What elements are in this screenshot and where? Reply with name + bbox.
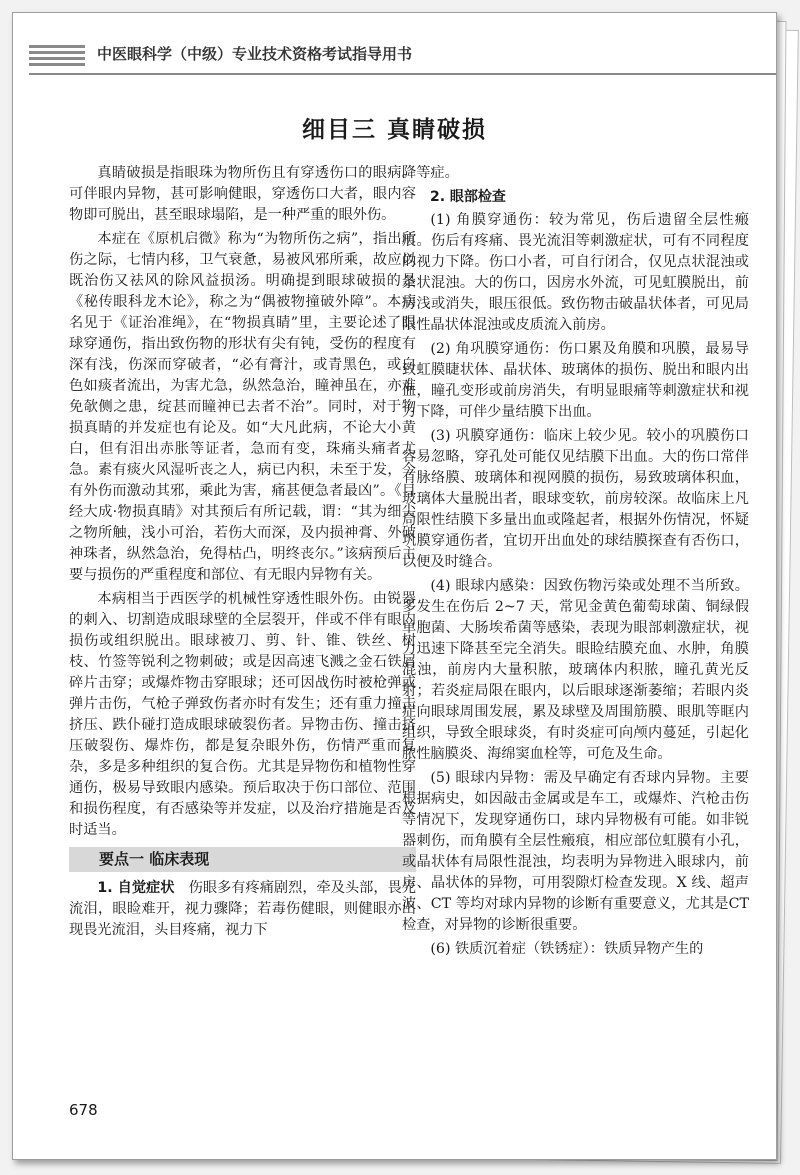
header-title: 中医眼科学（中级）专业技术资格考试指导用书 <box>97 45 413 63</box>
list-item: (1) 角膜穿通伤：较为常见，伤后遗留全层性瘢痕。伤后有疼痛、畏光流泪等刺激症状，可有不同程度的视力下降。伤口小者，可自行闭合，仅见点状混浊或条状混浊。大的伤口，因房水外流，可见虹膜脱出，前房浅或消失，眼压很低。致伤物击破晶状体者，可见局限性晶状体混浊或皮质流入前房。 <box>402 212 749 333</box>
right-column <box>402 163 749 963</box>
paragraph: 真睛破损是指眼珠为物所伤且有穿透伤口的眼病。可伴眼内异物，甚可影响健眼，穿透伤口大者，眼内容物即可脱出，甚至眼球塌陷，是一种严重的眼外伤。 <box>69 165 416 223</box>
list-item: (6) 铁质沉着症（铁锈症）：铁质异物产生的 <box>430 941 704 957</box>
section-title: 细目三 真睛破损 <box>301 117 487 143</box>
subheading-text: 伤眼多有疼痛剧烈，牵及头部，畏光流泪，眼睑难开，视力骤降；若毒伤健眼，则健眼亦出现畏光流泪，头目疼痛，视力下 <box>69 880 416 938</box>
list-item: (2) 角巩膜穿通伤：伤口累及角膜和巩膜，最易导致虹膜睫状体、晶状体、玻璃体的损伤、脱出和眼内出血，瞳孔变形或前房消失，有明显眼痛等刺激症状和视力下降，可伴少量结膜下出血。 <box>402 341 749 420</box>
keypoint-heading: 要点一 临床表现 <box>69 847 416 872</box>
subheading: 2. 眼部检查 <box>430 189 506 205</box>
list-item: (5) 眼球内异物：需及早确定有否球内异物。主要根据病史，如因敲击金属或是车工，或爆炸、汽枪击伤等情况下，发现穿通伤口，球内异物极有可能。如非锐器刺伤，而角膜有全层性瘢痕，相应部位虹膜有小孔，或晶状体有局限性混浊，均表明为异物进入眼球内，前房、晶状体的异物，可用裂隙灯检查发现。X 线、超声波、CT 等均对球内异物的诊断有重要意义，尤其是CT 检查，对异物的诊断很重要。 <box>402 770 749 933</box>
list-item: (4) 眼球内感染：因致伤物污染或处理不当所致。多发生在伤后 2~7 天，常见金黄色葡萄球菌、铜绿假单胞菌、大肠埃希菌等感染，表现为眼部刺激症状，视力迅速下降甚至完全消失。眼睑结膜充血、水肿，角膜混浊，前房内大量积脓，玻璃体内积脓，瞳孔黄光反射；若炎症局限在眼内，以后眼球逐渐萎缩；若眼内炎症向眼球周围发展，累及球壁及周围筋膜、眼肌等眶内组织，导致全眼球炎，有时炎症可向颅内蔓延，引起化脓性脑膜炎、海绵窦血栓等，可危及生命。 <box>402 578 749 762</box>
running-header <box>13 39 776 73</box>
header-bars-decoration <box>29 45 85 69</box>
paragraph: 降等症。 <box>402 165 459 181</box>
page-number: 678 <box>69 1101 98 1119</box>
subheading-label: 1. 自觉症状 <box>97 880 175 896</box>
paragraph: 本症在《原机启微》称为“为物所伤之病”，指出所伤之际，七情内移，卫气衰惫，易被风邪所乘，故应以既治伤又祛风的除风益损汤。明确提到眼球破损的是《秘传眼科龙木论》，称之为“偶被物撞破外障”。本病名见于《证治准绳》，在“物损真睛”里，主要论述了眼球穿通伤，指出致伤物的形状有尖有钝，受伤的程度有深有浅，伤深而穿破者，“必有膏汁，或青黑色，或白色如痰者流出，为害尤急，纵然急治，瞳神虽在，亦难免欹侧之患，绽甚而瞳神已去者不治”。同时，对于物损真睛的并发症也有论及。如“大凡此病，不论大小黄白，但有泪出赤胀等证者，急而有变，珠痛头痛者尤急。素有痰火风湿听丧之人，病已内积，未至于发，今有外伤而激动其邪，乘此为害，痛甚便急者最凶”。《目经大成·物损真睛》对其预后有所记载，谓：“其为细尖之物所触，浅小可治，若伤大而深，及内损神膏、外破神珠者，纵然急治，免得枯凸，明终丧尔。”该病预后主要与损伤的严重程度和部位、有无眼内异物有关。 <box>69 231 416 583</box>
book-page <box>12 12 777 1160</box>
header-rule <box>29 73 776 75</box>
paragraph <box>69 878 416 941</box>
list-item: (3) 巩膜穿通伤：临床上较少见。较小的巩膜伤口容易忽略，穿孔处可能仅见结膜下出血。大的伤口常伴有脉络膜、玻璃体和视网膜的损伤，易致玻璃体积血，玻璃体大量脱出者，眼球变软，前房较深。故临床上凡局限性结膜下多量出血或隆起者，根据外伤情况，怀疑巩膜穿通伤者，宜切开出血处的球结膜探查有否伤口，以便及时缝合。 <box>402 428 749 570</box>
left-column <box>69 163 416 944</box>
paragraph: 本病相当于西医学的机械性穿透性眼外伤。由锐器的刺入、切割造成眼球壁的全层裂开，伴或不伴有眼内损伤或组织脱出。眼球被刀、剪、针、锥、铁丝、树枝、竹签等锐利之物刺破；或是因高速飞溅之金石铁屑碎片击穿；或爆炸物击穿眼球；还可因战伤时被枪弹或弹片击伤，气枪子弹致伤者亦时有发生；还有重力撞击挤压、跌仆碰打造成眼球破裂伤者。异物击伤、撞击挤压破裂伤、爆炸伤，都是复杂眼外伤，伤情严重而复杂，多是多种组织的复合伤。尤其是异物伤和植物性穿通伤，极易导致眼内感染。预后取决于伤口部位、范围和损伤程度，有否感染等并发症，以及治疗措施是否及时适当。 <box>69 591 416 838</box>
